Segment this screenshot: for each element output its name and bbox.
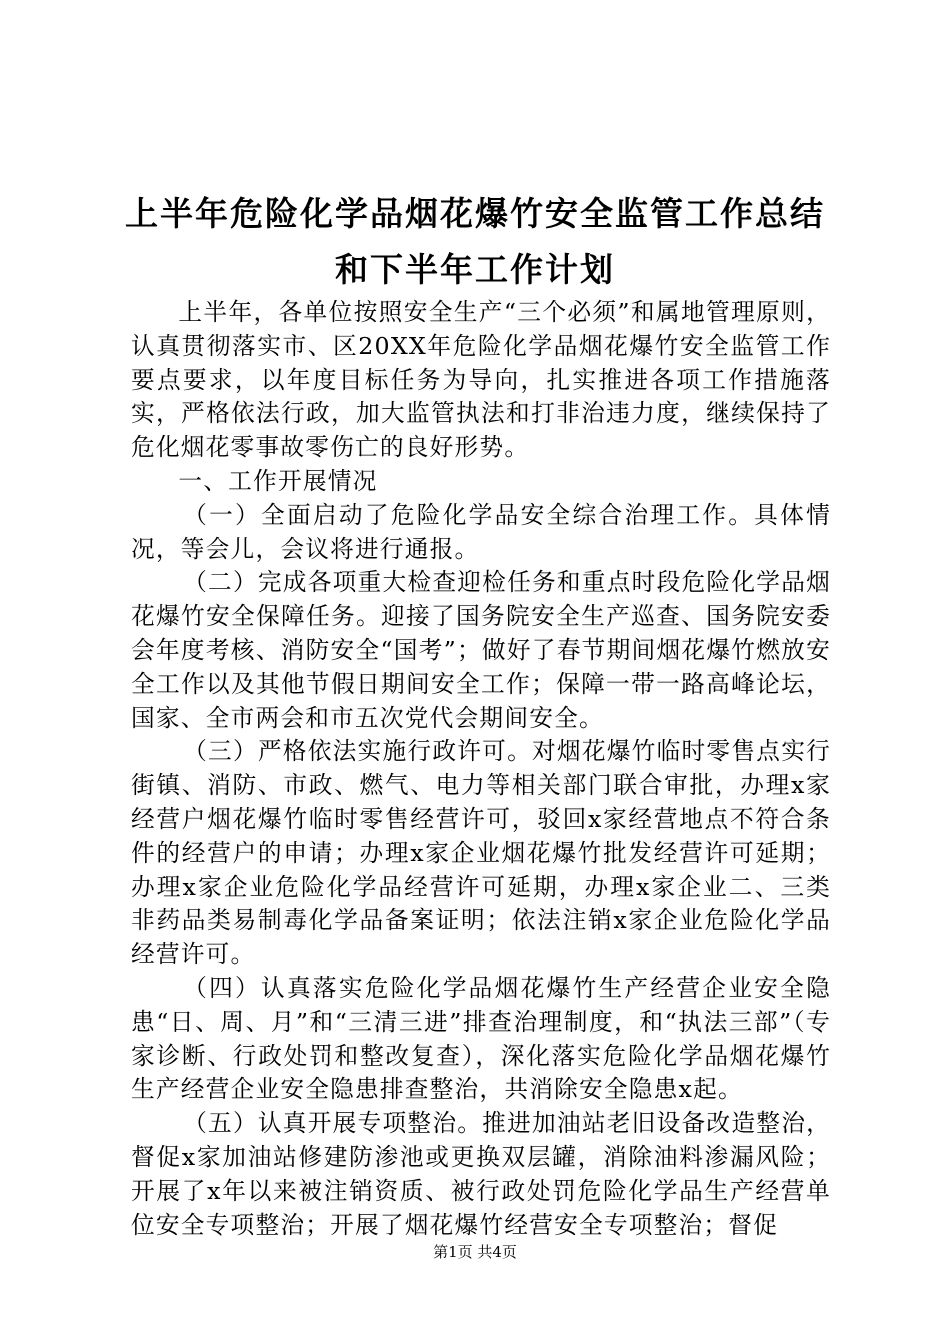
item-paragraph-4: （四）认真落实危险化学品烟花爆竹生产经营企业安全隐患“日、周、月”和“三清三进”排查治理制度，和“执法三部”（专家诊断、行政处罚和整改复查），深化落实危险化学品烟花爆竹生产经营企业安全隐患排查整治，共消除安全隐患x起。 [131, 973, 831, 1104]
item-paragraph-1: （一）全面启动了危险化学品安全综合治理工作。具体情况，等会儿，会议将进行通报。 [131, 500, 831, 563]
document-body [131, 296, 831, 1242]
item-paragraph-2: （二）完成各项重大检查迎检任务和重点时段危险化学品烟花爆竹安全保障任务。迎接了国务院安全生产巡查、国务院安委会年度考核、消防安全“国考”；做好了春节期间烟花爆竹燃放安全工作以及其他节假日期间安全工作；保障一带一路高峰论坛，国家、全市两会和市五次党代会期间安全。 [131, 568, 831, 732]
page-footer: 第1页 共4页 [433, 1243, 517, 1261]
intro-paragraph: 上半年，各单位按照安全生产“三个必须”和属地管理原则，认真贯彻落实市、区20XX年危险化学品烟花爆竹安全监管工作要点要求，以年度目标任务为导向，扎实推进各项工作措施落实，严格依法行政，加大监管执法和打非治违力度，继续保持了危化烟花零事故零伤亡的良好形势。 [131, 298, 831, 462]
title-line-1: 上半年危险化学品烟花爆竹安全监管工作总结 [125, 194, 825, 233]
item-paragraph-3: （三）严格依法实施行政许可。对烟花爆竹临时零售点实行街镇、消防、市政、燃气、电力等相关部门联合审批，办理x家经营户烟花爆竹临时零售经营许可，驳回x家经营地点不符合条件的经营户的申请；办理x家企业烟花爆竹批发经营许可延期；办理x家企业危险化学品经营许可延期，办理x家企业二、三类非药品类易制毒化学品备案证明；依法注销x家企业危险化学品经营许可。 [131, 737, 831, 969]
item-paragraph-5: （五）认真开展专项整治。推进加油站老旧设备改造整治，督促x家加油站修建防渗池或更换双层罐，消除油料渗漏风险；开展了x年以来被注销资质、被行政处罚危险化学品生产经营单位安全专项整治；开展了烟花爆竹经营安全专项整治；督促 [131, 1109, 831, 1239]
title-line-2: 和下半年工作计划 [335, 250, 615, 289]
document-title [100, 186, 850, 298]
section-heading: 一、工作开展情况 [178, 466, 378, 495]
